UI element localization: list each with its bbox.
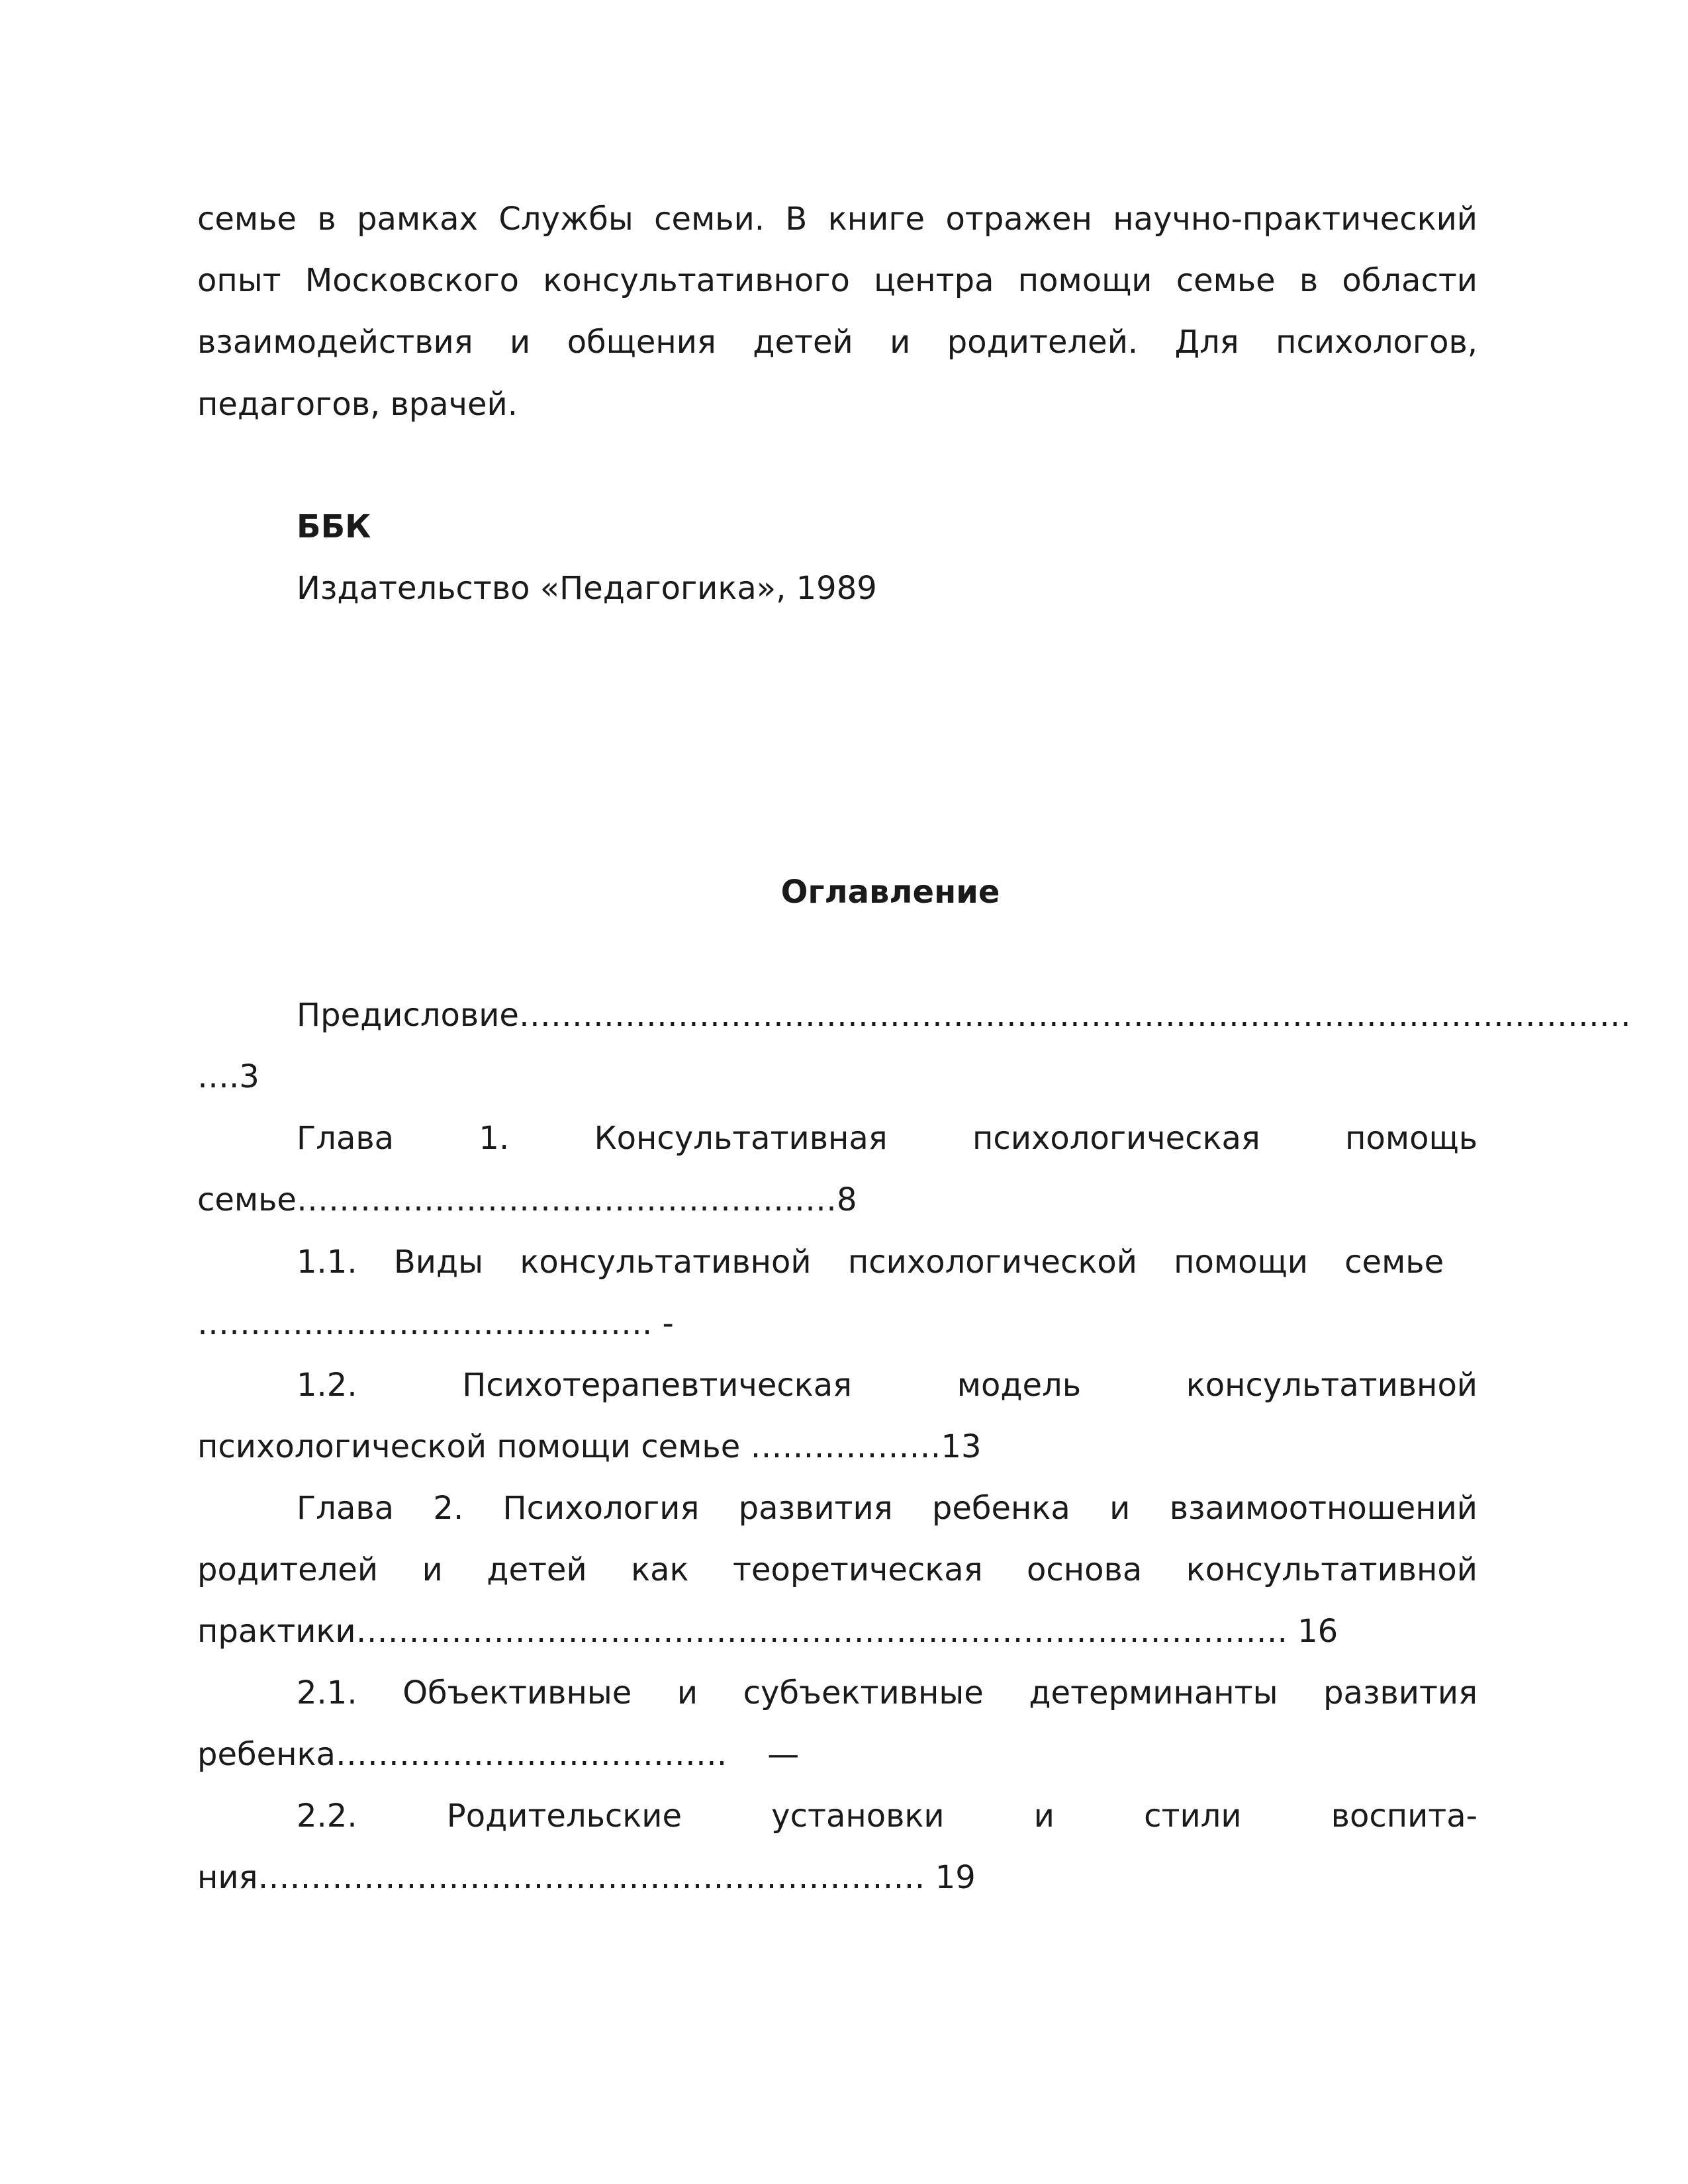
intro-line-3: взаимодействия и общения детей и родителей. Для психологов,	[197, 324, 1477, 361]
toc-line-2-2: 2.2. Родительские установки и стили воспита-	[297, 1797, 1477, 1835]
bbk-label: ББК	[297, 508, 371, 545]
toc-line-chapter-2-page: практики……………………………………………………………………………. 16	[197, 1613, 1338, 1650]
intro-line-2: опыт Московского консультативного центра помощи семье в области	[197, 262, 1477, 299]
toc-line-preface-page: ….3	[197, 1058, 259, 1095]
toc-line-chapter-2-cont: родителей и детей как теоретическая основа консультативной	[197, 1551, 1477, 1588]
intro-line-1: семье в рамках Службы семьи. В книге отражен научно-практический	[197, 201, 1477, 238]
intro-line-4: педагогов, врачей.	[197, 386, 518, 423]
toc-line-1-2-page: психологической помощи семье ………………13	[197, 1428, 982, 1465]
toc-line-2-2-page: ния……………………………………………………… 19	[197, 1859, 976, 1896]
toc-line-chapter-1: Глава 1. Консультативная психологическая помощь	[297, 1120, 1477, 1157]
toc-title: Оглавление	[780, 874, 1000, 911]
toc-line-1-1: 1.1. Виды консультативной психологической помощи семье	[297, 1244, 1444, 1281]
toc-line-1-1-page: ……………………………………. -	[197, 1305, 674, 1342]
toc-line-2-1-page: ребенка………………………………. —	[197, 1736, 800, 1773]
toc-line-chapter-1-page: семье……………………………………………8	[197, 1181, 857, 1218]
publisher-line: Издательство «Педагогика», 1989	[297, 570, 877, 607]
toc-line-chapter-2: Глава 2. Психология развития ребенка и взаимоотношений	[297, 1490, 1477, 1527]
toc-line-preface: Предисловие……………………………………………………………………………………………	[297, 997, 1631, 1034]
toc-line-1-2: 1.2. Психотерапевтическая модель консультативной	[297, 1367, 1477, 1404]
toc-line-2-1: 2.1. Объективные и субъективные детерминанты развития	[297, 1674, 1477, 1711]
